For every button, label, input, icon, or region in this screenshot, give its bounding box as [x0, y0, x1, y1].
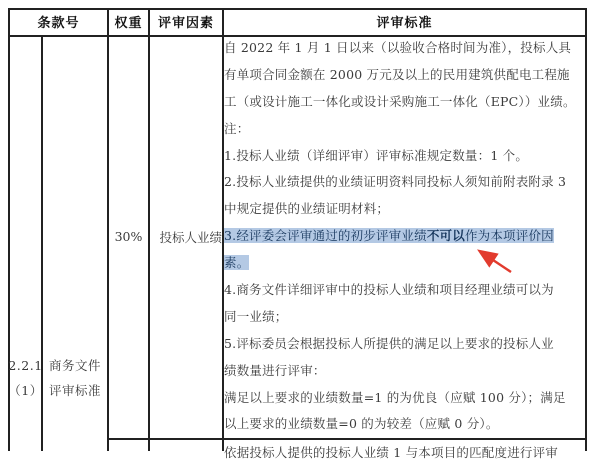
criteria-line: 5.评标委员会根据投标人所提供的满足以上要求的投标人业	[224, 335, 554, 351]
factor-value: 投标人业绩	[159, 229, 222, 245]
criteria-line: 1.投标人业绩（详细评审）评审标准规定数量：1 个。	[224, 147, 529, 163]
header-factor: 评审因素	[157, 16, 214, 31]
criteria-line	[224, 250, 585, 277]
header-weight: 权重	[114, 16, 143, 31]
clause-number-cell	[10, 353, 41, 403]
weight-value: 30%	[114, 229, 143, 244]
criteria-line: 2.投标人业绩提供的业绩证明资料同投标人须知前附表附录 3	[224, 174, 567, 190]
clause-name-cell	[43, 353, 107, 403]
criteria-line: 中规定提供的业绩证明材料；	[224, 201, 390, 217]
header-clause-no: 条款号	[37, 16, 80, 31]
criteria-line: 4.商务文件详细评审中的投标人业绩和项目经理业绩可以为	[224, 282, 554, 298]
clause-number-line2: （1）	[8, 383, 43, 398]
criteria-line: 有单项合同金额在 2000 万元及以上的民用建筑供配电工程施	[224, 66, 570, 82]
factor-cell	[150, 35, 222, 438]
criteria-line	[224, 223, 585, 250]
header-criteria: 评审标准	[376, 16, 433, 31]
criteria-line: 工（或设计施工一体化或设计采购施工一体化（EPC））业绩。	[224, 93, 576, 109]
clause-name-line1: 商务文件	[48, 358, 101, 373]
criteria-line: 依据投标人提供的投标人业绩 1 与本项目的匹配度进行评审	[224, 445, 559, 460]
criteria-cell	[224, 35, 585, 438]
highlighted-text: 3.经评委会评审通过的初步评审业绩不可以作为本项评价因	[224, 228, 554, 244]
highlighted-text: 素。	[224, 255, 250, 271]
criteria-line: 满足以上要求的业绩数量=1 的为优良（应赋 100 分）；满足	[224, 389, 566, 405]
clause-number-line1: 2.2.1	[8, 358, 43, 373]
criteria-line: 绩数量进行评审：	[224, 362, 326, 378]
bold-emphasis-text: 不可以	[426, 228, 465, 244]
clause-name-line2: 评审标准	[48, 383, 101, 398]
weight-cell	[109, 35, 148, 438]
criteria-line: 注：	[224, 120, 250, 136]
table-border-right	[585, 8, 587, 451]
criteria-cell-next-row	[224, 440, 585, 460]
criteria-line: 以上要求的业绩数量=0 的为较差（应赋 0 分）。	[224, 416, 499, 432]
criteria-line: 同一业绩；	[224, 308, 288, 324]
criteria-line: 自 2022 年 1 月 1 日以来（以验收合格时间为准），投标人具	[224, 40, 572, 55]
